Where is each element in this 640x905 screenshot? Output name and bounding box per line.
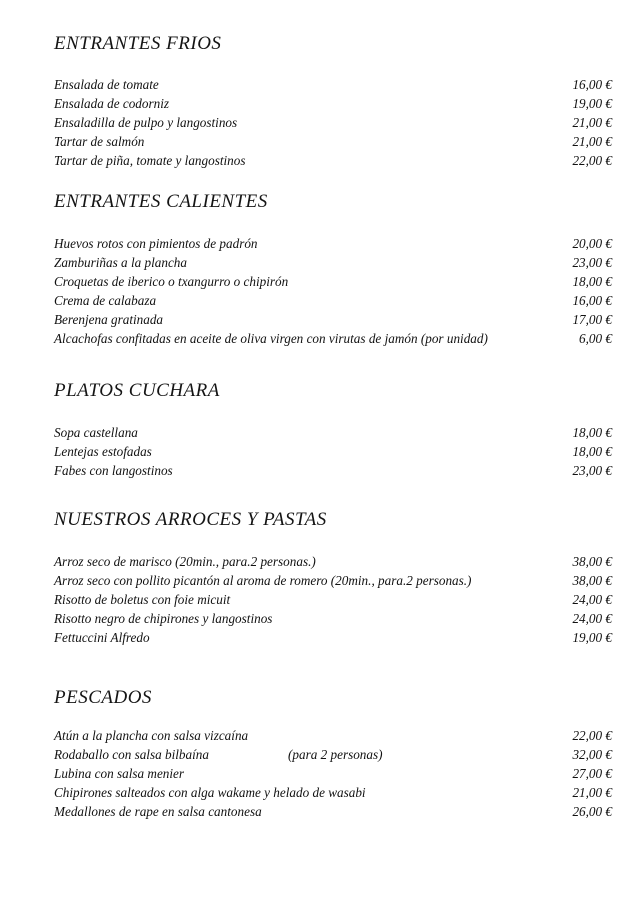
item-list — [54, 75, 614, 170]
item-name: Rodaballo con salsa bilbaína — [54, 747, 209, 762]
menu-item — [54, 113, 614, 132]
menu-item — [54, 253, 614, 272]
section-entrantes-calientes — [54, 191, 614, 346]
menu-item — [54, 552, 614, 571]
item-list — [54, 423, 614, 480]
item-price: 19,00 € — [572, 96, 612, 111]
item-name: Croquetas de iberico o txangurro o chipirón — [54, 274, 289, 289]
menu-item — [54, 802, 614, 821]
section-entrantes-frios — [54, 33, 614, 168]
item-name: Sopa castellana — [54, 425, 138, 440]
item-name: Fabes con langostinos — [54, 463, 173, 478]
item-price: 16,00 € — [572, 77, 612, 92]
section-title: PLATOS CUCHARA — [54, 380, 220, 401]
menu-item — [54, 291, 614, 310]
item-name: Medallones de rape en salsa cantonesa — [54, 804, 262, 819]
item-price: 32,00 € — [572, 747, 612, 762]
item-price: 24,00 € — [572, 611, 612, 626]
item-price: 19,00 € — [572, 630, 612, 645]
item-name: Risotto de boletus con foie micuit — [54, 592, 231, 607]
item-price: 6,00 € — [579, 331, 612, 346]
menu-item — [54, 783, 614, 802]
menu-item — [54, 745, 614, 764]
section-platos-cuchara — [54, 380, 614, 478]
item-price: 20,00 € — [572, 236, 612, 251]
item-price: 23,00 € — [572, 255, 612, 270]
item-name: Tartar de piña, tomate y langostinos — [54, 153, 246, 168]
item-price: 24,00 € — [572, 592, 612, 607]
item-name: Risotto negro de chipirones y langostinos — [54, 611, 273, 626]
item-name: Zamburiñas a la plancha — [54, 255, 187, 270]
item-price: 38,00 € — [572, 573, 612, 588]
item-name: Crema de calabaza — [54, 293, 157, 308]
item-price: 17,00 € — [572, 312, 612, 327]
menu-item — [54, 75, 614, 94]
item-name: Arroz seco de marisco (20min., para.2 personas.) — [54, 554, 316, 569]
item-price: 23,00 € — [572, 463, 612, 478]
item-price: 22,00 € — [572, 728, 612, 743]
item-price: 18,00 € — [572, 274, 612, 289]
menu-item — [54, 609, 614, 628]
section-arroces-pastas — [54, 509, 614, 645]
item-list — [54, 552, 614, 647]
section-title: PESCADOS — [54, 687, 152, 708]
item-name: Chipirones salteados con alga wakame y helado de wasabi — [54, 785, 366, 800]
menu-item — [54, 329, 614, 348]
section-title: NUESTROS ARROCES Y PASTAS — [54, 509, 327, 530]
item-name: Lubina con salsa menier — [54, 766, 185, 781]
item-name: Fettuccini Alfredo — [54, 630, 150, 645]
menu-item — [54, 442, 614, 461]
menu-item — [54, 272, 614, 291]
item-list — [54, 726, 614, 821]
item-name: Ensaladilla de pulpo y langostinos — [54, 115, 238, 130]
item-price: 21,00 € — [572, 785, 612, 800]
menu-item — [54, 590, 614, 609]
menu-item — [54, 423, 614, 442]
menu-item — [54, 461, 614, 480]
item-name: Arroz seco con pollito picantón al aroma de romero (20min., para.2 personas.) — [54, 573, 472, 588]
item-price: 21,00 € — [572, 115, 612, 130]
section-title: ENTRANTES CALIENTES — [54, 191, 268, 212]
item-price: 22,00 € — [572, 153, 612, 168]
menu-item — [54, 726, 614, 745]
menu-item — [54, 151, 614, 170]
item-price: 21,00 € — [572, 134, 612, 149]
menu-item — [54, 234, 614, 253]
menu-item — [54, 628, 614, 647]
section-title: ENTRANTES FRIOS — [54, 33, 222, 54]
item-name: Huevos rotos con pimientos de padrón — [54, 236, 258, 251]
item-price: 16,00 € — [572, 293, 612, 308]
item-price: 18,00 € — [572, 444, 612, 459]
section-pescados — [54, 687, 614, 819]
item-name: Berenjena gratinada — [54, 312, 164, 327]
menu-item — [54, 571, 614, 590]
item-price: 38,00 € — [572, 554, 612, 569]
item-price: 27,00 € — [572, 766, 612, 781]
item-list — [54, 234, 614, 348]
item-price: 26,00 € — [572, 804, 612, 819]
menu-item — [54, 132, 614, 151]
item-price: 18,00 € — [572, 425, 612, 440]
item-name: Ensalada de tomate — [54, 77, 159, 92]
item-name: Alcachofas confitadas en aceite de oliva virgen con virutas de jamón (por unidad) — [54, 331, 488, 346]
item-name: Lentejas estofadas — [54, 444, 152, 459]
item-name: Ensalada de codorniz — [54, 96, 170, 111]
menu-item — [54, 764, 614, 783]
menu-item — [54, 94, 614, 113]
menu-item — [54, 310, 614, 329]
item-name: Atún a la plancha con salsa vizcaína — [54, 728, 249, 743]
item-note: (para 2 personas) — [288, 747, 383, 762]
item-name: Tartar de salmón — [54, 134, 145, 149]
